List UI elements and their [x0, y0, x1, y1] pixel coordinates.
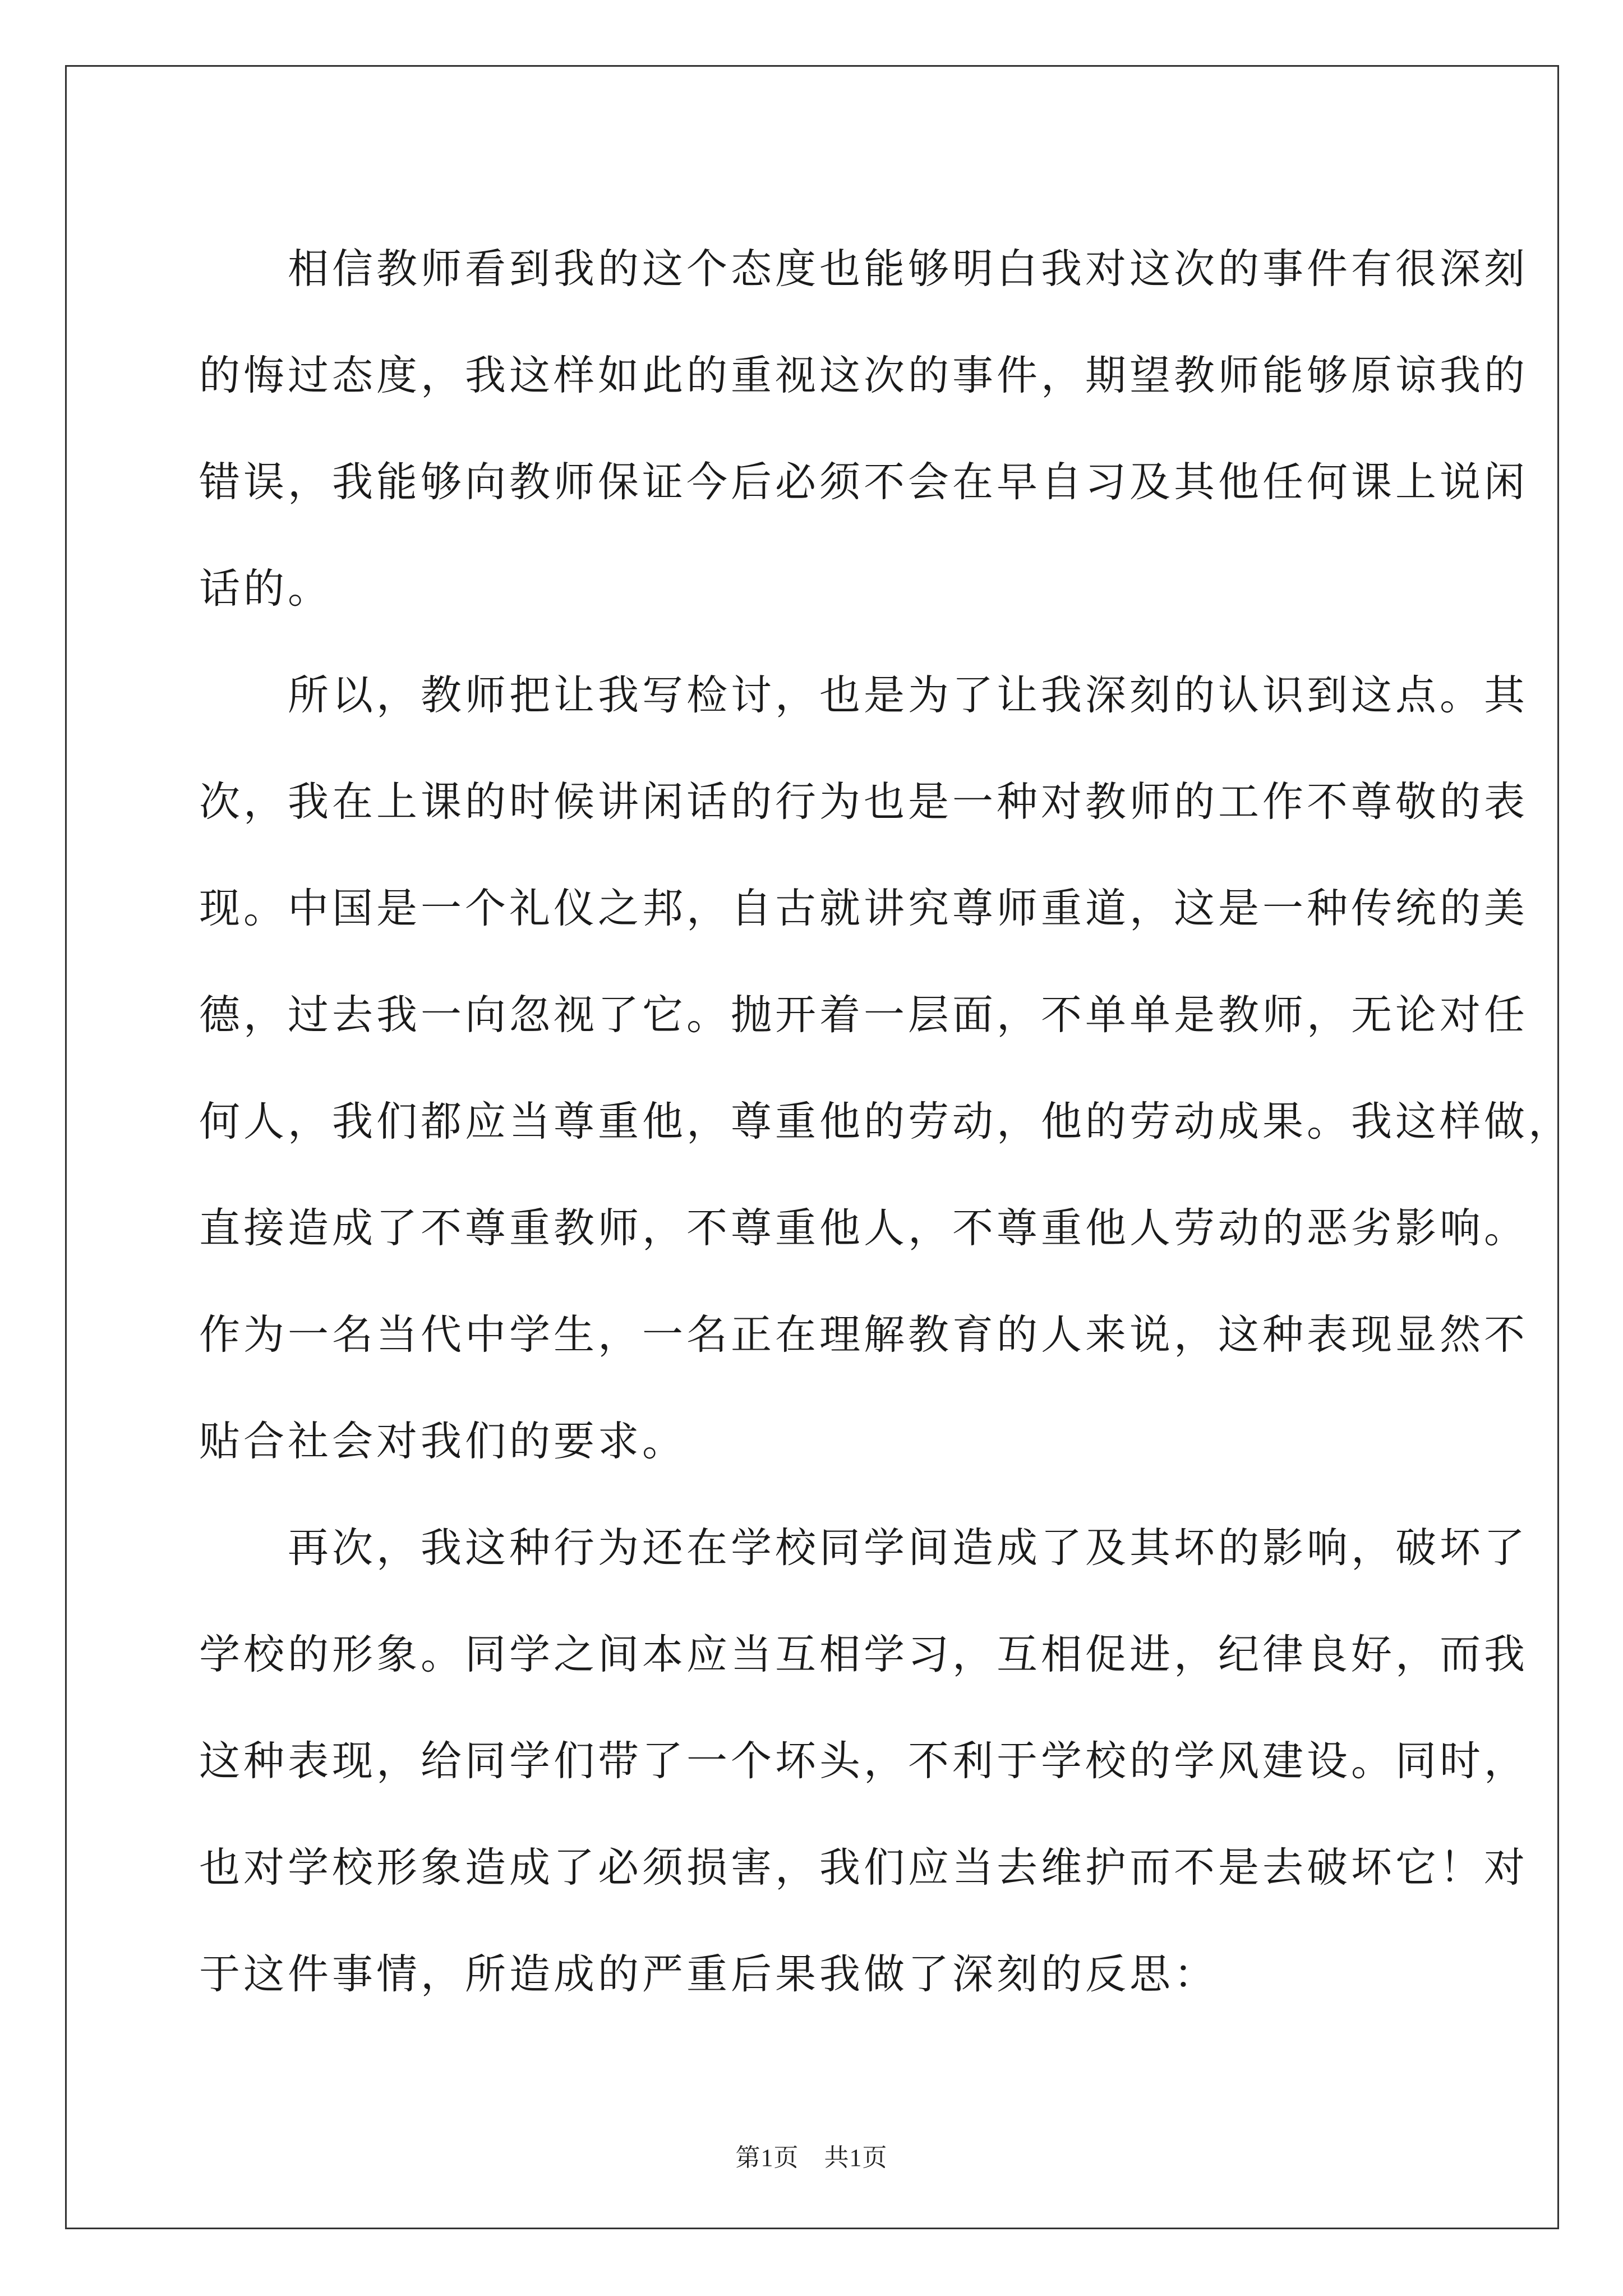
text-line: 学校的形象。同学之间本应当互相学习，互相促进，纪律良好，而我	[199, 1631, 1528, 1678]
text-line: 现。中国是一个礼仪之邦，自古就讲究尊师重道，这是一种传统的美	[199, 885, 1528, 932]
text-line: 次，我在上课的时候讲闲话的行为也是一种对教师的工作不尊敬的表	[199, 778, 1528, 826]
text-line: 话的。	[199, 565, 332, 613]
text-line: 作为一名当代中学生，一名正在理解教育的人来说，这种表现显然不	[199, 1311, 1528, 1359]
text-line: 德，过去我一向忽视了它。抛开着一层面，不单单是教师，无论对任	[199, 991, 1528, 1039]
text-line: 这种表现，给同学们带了一个坏头，不利于学校的学风建设。同时，	[199, 1737, 1528, 1785]
text-line: 贴合社会对我们的要求。	[199, 1418, 686, 1465]
text-line: 所以，教师把让我写检讨，也是为了让我深刻的认识到这点。其	[199, 671, 1528, 719]
text-line: 也对学校形象造成了必须损害，我们应当去维护而不是去破坏它！对	[199, 1844, 1528, 1892]
text-line: 何人，我们都应当尊重他，尊重他的劳动，他的劳动成果。我这样做，	[199, 1098, 1573, 1145]
text-line: 再次，我这种行为还在学校同学间造成了及其坏的影响，破坏了	[199, 1524, 1528, 1572]
text-line: 直接造成了不尊重教师，不尊重他人，不尊重他人劳动的恶劣影响。	[199, 1204, 1528, 1252]
text-line: 错误，我能够向教师保证今后必须不会在早自习及其他任何课上说闲	[199, 458, 1528, 506]
text-line: 相信教师看到我的这个态度也能够明白我对这次的事件有很深刻	[199, 245, 1528, 293]
document-body	[199, 216, 1573, 2028]
text-line: 的悔过态度，我这样如此的重视这次的事件，期望教师能够原谅我的	[199, 352, 1528, 399]
page-number-footer: 第1页 共1页	[735, 2144, 888, 2171]
text-line: 于这件事情，所造成的严重后果我做了深刻的反思：	[199, 1950, 1218, 1998]
